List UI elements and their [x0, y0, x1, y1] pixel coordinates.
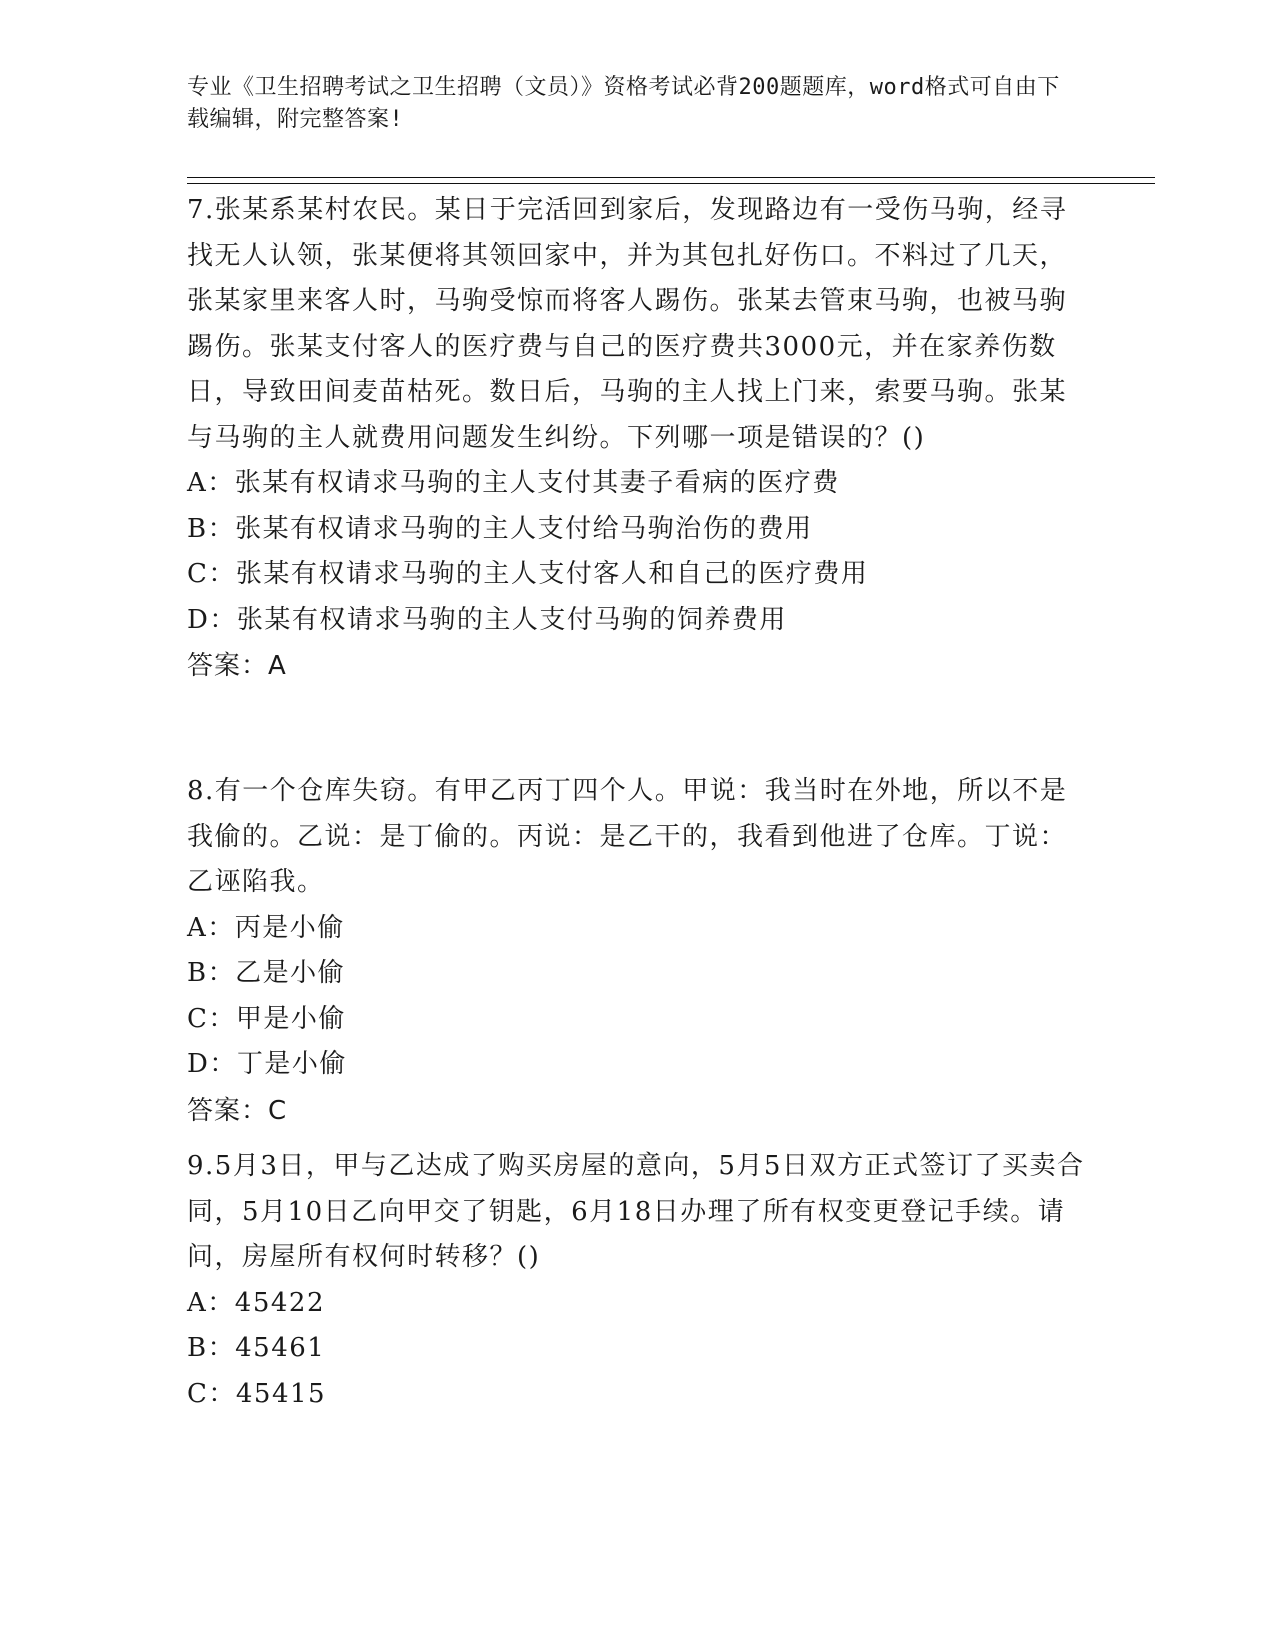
- option-a: A：丙是小偷: [187, 912, 345, 943]
- header-divider-top: [187, 177, 1155, 178]
- option-c: C：张某有权请求马驹的主人支付客人和自己的医疗费用: [187, 559, 869, 589]
- option-d: D：张某有权请求马驹的主人支付马驹的饲养费用: [187, 604, 787, 635]
- option-a: A：45422: [187, 1287, 325, 1318]
- option-b: B：45461: [187, 1333, 326, 1363]
- answer: 答案：C: [187, 1095, 288, 1126]
- option-c: C：45415: [187, 1378, 327, 1409]
- option-d: D：丁是小偷: [187, 1049, 347, 1079]
- header-divider-bottom: [187, 183, 1155, 184]
- question-text: 9.5月3日，甲与乙达成了购买房屋的意向，5月5日双方正式签订了买卖合同，5月10日乙向甲交了钥匙，6月18日办理了所有权变更登记手续。请问，房屋所有权何时转移？(): [187, 1151, 1085, 1272]
- option-b: B：张某有权请求马驹的主人支付给马驹治伤的费用: [187, 513, 813, 544]
- question-9: [187, 1144, 1087, 1417]
- option-a: A：张某有权请求马驹的主人支付其妻子看病的医疗费: [187, 468, 840, 498]
- question-7: [187, 188, 1087, 689]
- question-8: [187, 769, 1087, 1134]
- document-header: [187, 72, 1067, 136]
- header-title: 专业《卫生招聘考试之卫生招聘（文员）》资格考试必背200题题库，word格式可自由下载编辑，附完整答案!: [187, 75, 1060, 132]
- option-b: B：乙是小偷: [187, 958, 346, 988]
- question-text: 8.有一个仓库失窃。有甲乙丙丁四个人。甲说：我当时在外地，所以不是我偷的。乙说：是丁偷的。丙说：是乙干的，我看到他进了仓库。丁说：乙诬陷我。: [187, 776, 1068, 897]
- option-c: C：甲是小偷: [187, 1003, 346, 1034]
- answer: 答案：A: [187, 651, 287, 681]
- question-text: 7.张某系某村农民。某日于完活回到家后，发现路边有一受伤马驹，经寻找无人认领，张某便将其领回家中，并为其包扎好伤口。不料过了几天，张某家里来客人时，马驹受惊而将客人踢伤。张某去管束马驹，也被马驹踢伤。张某支付客人的医疗费与自己的医疗费共3000元，并在家养伤数日，导致田间麦苗枯死。数日后，马驹的主人找上门来，索要马驹。张某与马驹的主人就费用问题发生纠纷。下列哪一项是错误的？(): [187, 195, 1068, 453]
